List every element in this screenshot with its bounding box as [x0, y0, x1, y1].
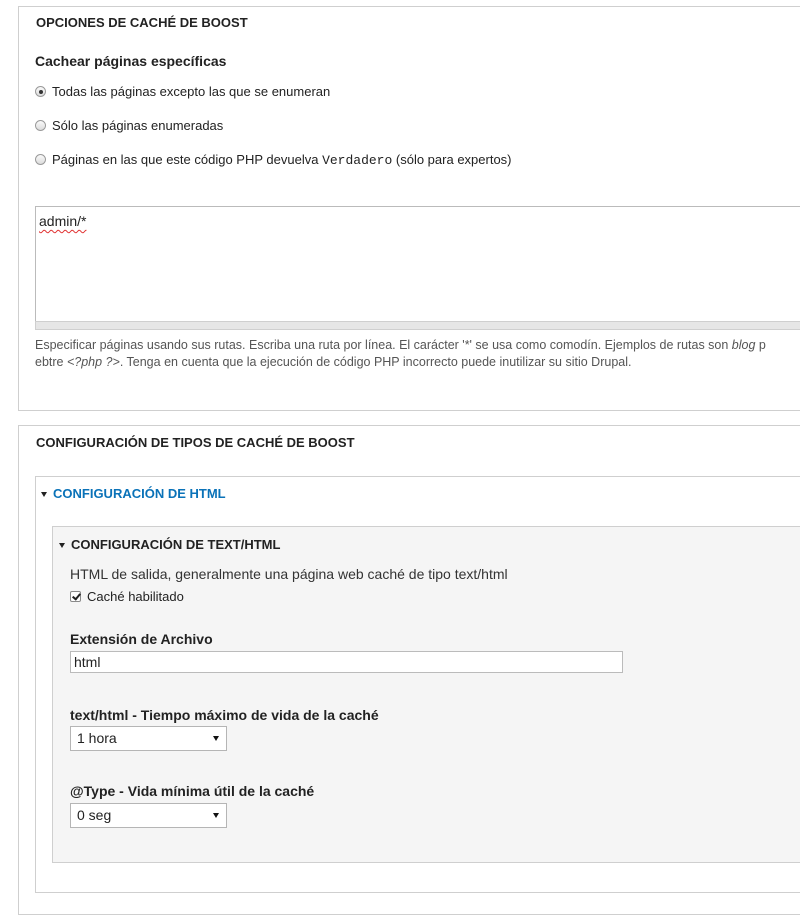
text-html-description: HTML de salida, generalmente una página web caché de tipo text/html — [70, 566, 508, 582]
chevron-down-icon — [213, 736, 219, 741]
radio-button[interactable] — [35, 120, 46, 131]
pages-textarea[interactable] — [35, 206, 800, 322]
max-lifetime-selected-value: 1 hora — [77, 730, 117, 746]
pages-textarea-value: admin/* — [39, 213, 87, 229]
min-lifetime-selected-value: 0 seg — [77, 807, 112, 823]
radio-label-text-after: (sólo para expertos) — [392, 152, 512, 167]
cache-enabled-label: Caché habilitado — [87, 589, 184, 604]
description-emphasis: blog — [731, 338, 756, 352]
description-text: . Tenga en cuenta que la ejecución de código PHP incorrecto puede inutilizar su sitio Drupal. — [119, 355, 632, 369]
max-lifetime-select[interactable] — [70, 726, 227, 751]
radio-button[interactable] — [35, 86, 46, 97]
max-lifetime-label: text/html - Tiempo máximo de vida de la caché — [70, 707, 379, 723]
file-extension-label: Extensión de Archivo — [70, 631, 213, 647]
collapse-arrow-icon — [59, 543, 65, 548]
cache-enabled-checkbox-row[interactable] — [70, 589, 270, 605]
file-extension-value: html — [74, 654, 101, 670]
file-extension-input[interactable] — [70, 651, 623, 673]
radio-button[interactable] — [35, 154, 46, 165]
pages-description-line-2 — [35, 355, 631, 369]
radio-label-text: Páginas en las que este código PHP devuelva — [52, 152, 323, 167]
radio-label: Todas las páginas excepto las que se enumeran — [52, 84, 331, 99]
description-text: Especificar páginas usando sus rutas. Escriba una ruta por línea. El carácter '*' se usa como comodín. Ejemplos de rutas son — [35, 338, 732, 352]
html-config-summary-label[interactable]: CONFIGURACIÓN DE HTML — [53, 486, 226, 501]
min-lifetime-label: @Type - Vida mínima útil de la caché — [70, 783, 315, 799]
collapse-arrow-icon — [41, 492, 47, 497]
description-emphasis: <?php ?> — [66, 355, 120, 369]
text-html-config-summary-label[interactable]: CONFIGURACIÓN DE TEXT/HTML — [71, 537, 281, 552]
pages-description-line-1 — [35, 338, 766, 352]
cache-enabled-checkbox[interactable] — [70, 591, 81, 602]
chevron-down-icon — [213, 813, 219, 818]
description-text: ebtre — [35, 355, 67, 369]
textarea-resize-handle[interactable] — [35, 321, 800, 330]
radio-label — [52, 152, 512, 168]
min-lifetime-select[interactable] — [70, 803, 227, 828]
radio-label: Sólo las páginas enumeradas — [52, 118, 224, 133]
boost-cache-types-legend: CONFIGURACIÓN DE TIPOS DE CACHÉ DE BOOST — [36, 435, 355, 450]
boost-cache-options-legend: OPCIONES DE CACHÉ DE BOOST — [36, 15, 248, 30]
radio-label-code: Verdadero — [322, 153, 393, 168]
description-text: p — [755, 338, 766, 352]
specific-pages-heading: Cachear páginas específicas — [35, 53, 227, 69]
